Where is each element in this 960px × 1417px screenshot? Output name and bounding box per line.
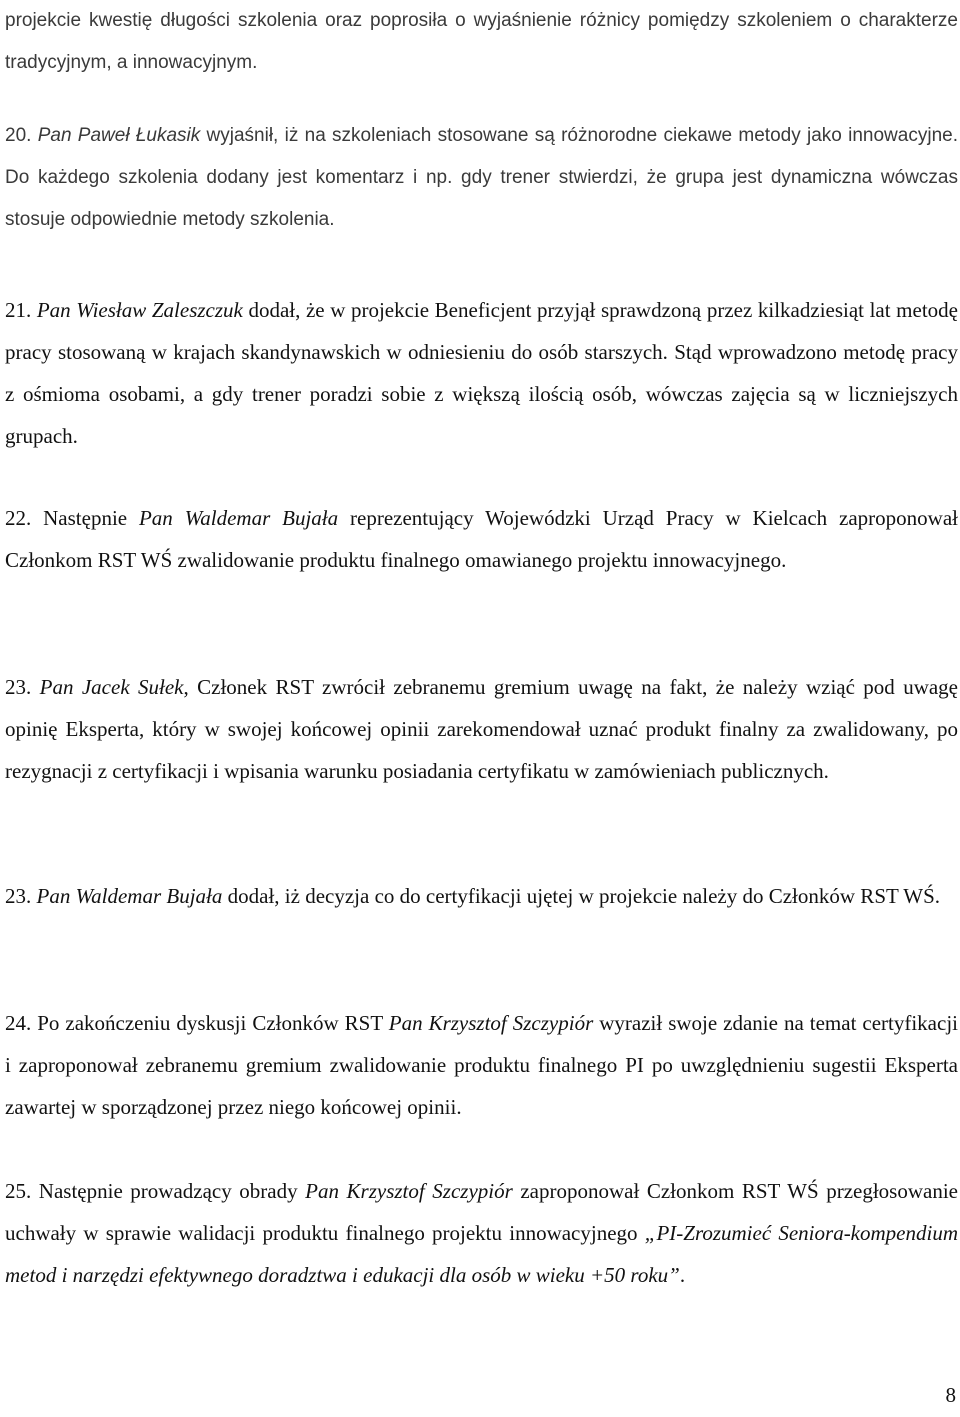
text-run: . <box>679 1263 686 1287</box>
paragraph-20 <box>5 115 958 241</box>
text-run: reprezentujący Wojewódzki Urząd Pracy w Kielcach zaproponował Członkom RST WŚ zwalidowanie produktu finalnego omawianego projektu innowacyjnego. <box>5 506 958 572</box>
text-run: wyjaśnił, iż na szkoleniach stosowane są różnorodne ciekawe metody jako innowacyjne. Do każdego szkolenia dodany jest komentarz i np. gdy trener stwierdzi, że grupa jest dynamiczna wówczas stosuje odpowiednie metody szkolenia. <box>5 125 958 230</box>
text-run: dodał, że w projekcie Beneficjent przyjął sprawdzoną przez kilkadziesiąt lat metodę pracy stosowaną w krajach skandynawskich w odniesieniu do osób starszych. Stąd wprowadzono metodę pracy z ośmioma osobami, a gdy trener poradzi sobie z większą ilością osób, wówczas zajęcia są w liczniejszych grupach. <box>5 298 958 448</box>
paragraph-25 <box>5 1170 958 1296</box>
text-run: 25. Następnie prowadzący obrady <box>5 1179 306 1203</box>
paragraph-23-sulek <box>5 666 958 792</box>
paragraph-22 <box>5 497 958 581</box>
italic-text-run: „PI-Zrozumieć Seniora-kompendium metod i narzędzi efektywnego doradztwa i edukacji dla osób w wieku +50 roku” <box>5 1221 958 1287</box>
text-run: dodał, iż decyzja co do certyfikacji ujętej w projekcie należy do Członków RST WŚ. <box>222 884 941 908</box>
italic-text-run: Pan Jacek Sułek <box>39 675 184 699</box>
text-run: projekcie kwestię długości szkolenia oraz poprosiła o wyjaśnienie różnicy pomiędzy szkoleniem o charakterze tradycyjnym, a innowacyjnym. <box>5 10 958 73</box>
text-run: 23. <box>5 675 40 699</box>
italic-text-run: Pan Waldemar Bujała <box>138 506 339 530</box>
paragraph-23-bujala <box>5 875 958 917</box>
text-run: wyraził swoje zdanie na temat certyfikacji i zaproponował zebranemu gremium zwalidowanie produktu finalnego PI po uwzględnieniu sugestii Eksperta zawartej w sporządzonej przez niego końcowej opinii. <box>5 1011 958 1119</box>
text-run: 24. Po zakończeniu dyskusji Członków RST <box>5 1011 389 1035</box>
text-run: , Członek RST zwrócił zebranemu gremium uwagę na fakt, że należy wziąć pod uwagę opinię Eksperta, który w swojej końcowej opinii zarekomendował uznać produkt finalny za zwalidowany, po rezygnacji z certyfikacji i wpisania warunku posiadania certyfikatu w zamówieniach publicznych. <box>5 675 959 783</box>
text-run: zaproponował Członkom RST WŚ przegłosowanie uchwały w sprawie walidacji produktu finalnego projektu innowacyjnego <box>5 1179 958 1245</box>
italic-text-run: Pan Krzysztof Szczypiór <box>305 1179 513 1203</box>
paragraph-intro <box>5 0 958 84</box>
text-run: 23. <box>5 884 37 908</box>
text-run: 20. <box>5 125 38 146</box>
italic-text-run: Pan Krzysztof Szczypiór <box>388 1011 594 1035</box>
page-number: 8 <box>945 1383 956 1407</box>
text-run: 22. Następnie <box>5 506 139 530</box>
italic-text-run: Pan Paweł Łukasik <box>37 125 201 146</box>
italic-text-run: Pan Waldemar Bujała <box>36 884 223 908</box>
paragraph-21 <box>5 289 958 457</box>
italic-text-run: Pan Wiesław Zaleszczuk <box>36 298 243 322</box>
text-run: 21. <box>5 298 37 322</box>
paragraph-24 <box>5 1002 958 1128</box>
